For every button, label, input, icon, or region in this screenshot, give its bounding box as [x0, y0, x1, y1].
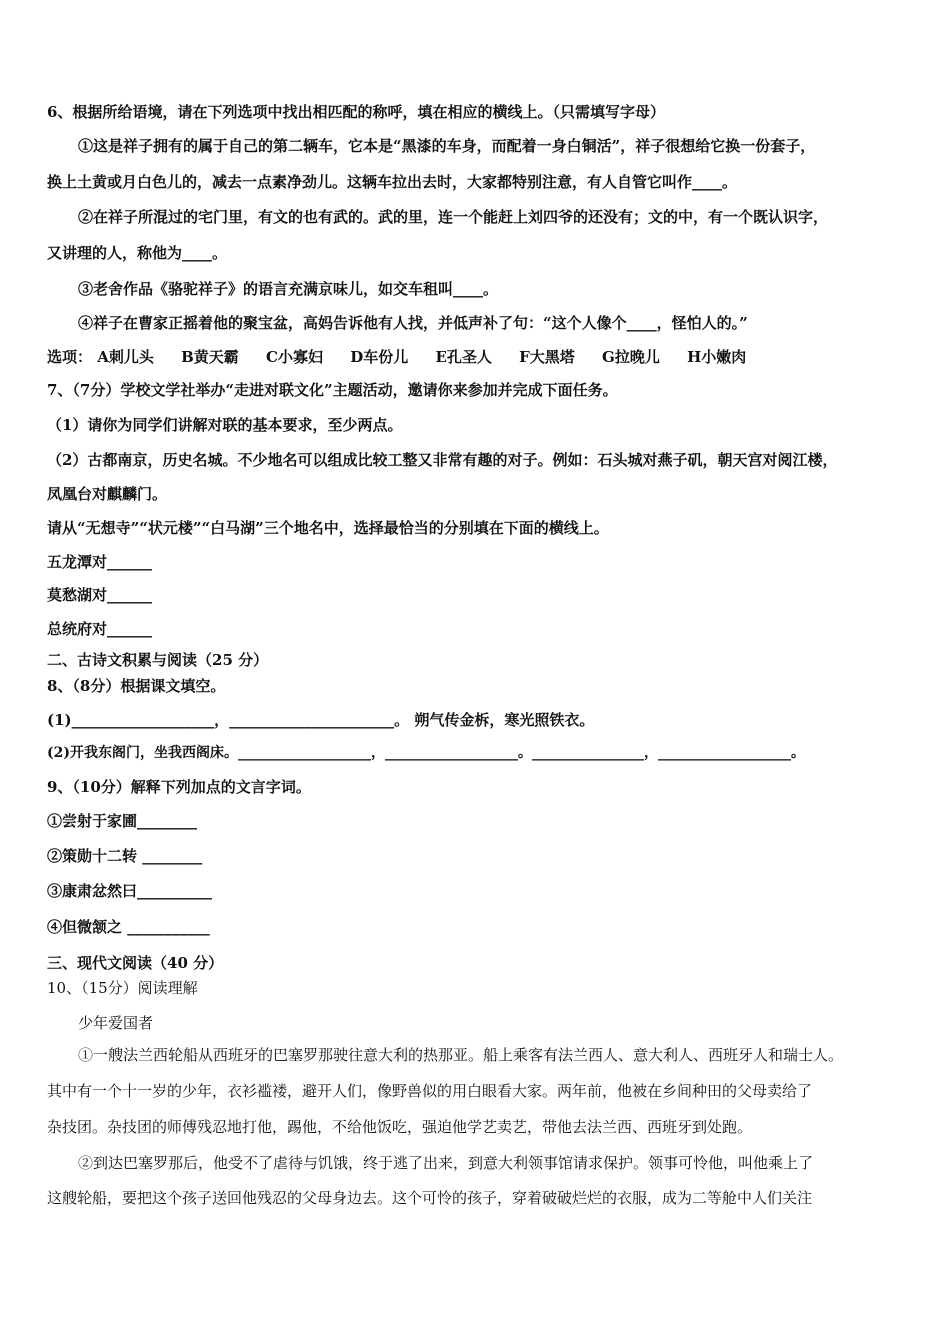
q6-option-b: B黄天霸: [181, 348, 239, 366]
q8-stem: 8、（8分）根据课文填空。: [47, 677, 226, 695]
q6-options: [47, 347, 917, 367]
passage-p2-line2: 这艘轮船，要把这个孩子送回他残忍的父母身边去。这个可怜的孩子，穿着破破烂烂的衣服，成为二等舱中人们关注: [47, 1189, 813, 1207]
q7-pair2: 莫愁湖对______: [47, 586, 153, 604]
passage-p2-line1: ②到达巴塞罗那后，他受不了虐待与饥饿，终于逃了出来，到意大利领事馆请求保护。领事可怜他，叫他乘上了: [78, 1154, 814, 1172]
q6-stem: 6、根据所给语境，请在下列选项中找出相匹配的称呼，填在相应的横线上。（只需填写字母）: [47, 103, 665, 121]
q7-pair3: 总统府对______: [47, 620, 153, 638]
section2-heading: 二、古诗文积累与阅读（25 分）: [47, 651, 269, 669]
q6-option-f: F大黑塔: [519, 348, 575, 366]
q6-item2-line1: ②在祥子所混过的宅门里，有文的也有武的。武的里，连一个能赶上刘四爷的还没有；文的中，有一个既认识字，: [78, 208, 829, 226]
q6-item1-line1: ①这是祥子拥有的属于自己的第二辆车，它本是“黑漆的车身，而配着一身白铜活”，祥子很想给它换一份套子，: [78, 137, 816, 155]
q6-option-e: E孔圣人: [435, 348, 492, 366]
q6-option-h: H小嫩肉: [687, 348, 747, 366]
q6-options-label: 选项：: [47, 348, 93, 366]
q6-item4: ④祥子在曹家正摇着他的聚宝盆，高妈告诉他有人找，并低声补了句：“这个人像个____，怪怕人的。”: [78, 314, 748, 332]
q7-stem: 7、（7分）学校文学社举办“走进对联文化”主题活动，邀请你来参加并完成下面任务。: [47, 381, 618, 399]
q9-word3: ③康肃忿然曰__________: [47, 882, 213, 900]
q10-stem: 10、（15分）阅读理解: [47, 979, 198, 997]
section3-heading: 三、现代文阅读（40 分）: [47, 954, 224, 972]
q9-word2: ②策勋十二转 ________: [47, 847, 203, 865]
q8-line1: (1)___________________，______________________。 朔气传金柝，寒光照铁衣。: [47, 711, 595, 729]
q6-option-c: C小寡妇: [266, 348, 323, 366]
q6-item1-line2: 换上土黄或月白色儿的，减去一点素净劲儿。这辆车拉出去时，大家都特别注意，有人自管它叫作____。: [47, 173, 738, 191]
q6-item2-line2: 又讲理的人，称他为____。: [47, 244, 228, 262]
passage-p1-line3: 杂技团。杂技团的师傅残忍地打他，踢他，不给他饭吃，强迫他学艺卖艺，带他去法兰西、西班牙到处跑。: [47, 1118, 753, 1136]
q7-sub2-line1: （2）古都南京，历史名城。不少地名可以组成比较工整又非常有趣的对子。例如：石头城对燕子矶，朝天宫对阅江楼，: [47, 451, 838, 469]
q6-option-a: A刺儿头: [97, 348, 154, 366]
q7-sub1: （1）请你为同学们讲解对联的基本要求，至少两点。: [47, 416, 403, 434]
q9-stem: 9、（10分）解释下列加点的文言字词。: [47, 778, 311, 796]
passage-p1-line1: ①一艘法兰西轮船从西班牙的巴塞罗那驶往意大利的热那亚。船上乘客有法兰西人、意大利人、西班牙人和瑞士人。: [78, 1046, 844, 1064]
q8-line2: (2)开我东阁门，坐我西阁床。___________________，___________________。________________，___________________。: [47, 745, 805, 761]
q9-word1: ①尝射于家圃________: [47, 812, 198, 830]
passage-p1-line2: 其中有一个十一岁的少年，衣衫褴褛，避开人们，像野兽似的用白眼看大家。两年前，他被在乡间种田的父母卖给了: [47, 1082, 813, 1100]
passage-title: 少年爱国者: [78, 1014, 154, 1032]
q6-option-d: D车份儿: [350, 348, 409, 366]
q6-item3: ③老舍作品《骆驼祥子》的语言充满京味儿，如交车租叫____。: [78, 280, 499, 298]
q9-word4: ④但微颔之 ___________: [47, 918, 210, 936]
q6-option-g: G拉晚儿: [602, 348, 660, 366]
q7-sub2-line2: 凤凰台对麒麟门。: [47, 485, 168, 503]
q7-instruction: 请从“无想寺”“状元楼”“白马湖”三个地名中，选择最恰当的分别填在下面的横线上。: [47, 519, 609, 537]
q7-pair1: 五龙潭对______: [47, 553, 153, 571]
